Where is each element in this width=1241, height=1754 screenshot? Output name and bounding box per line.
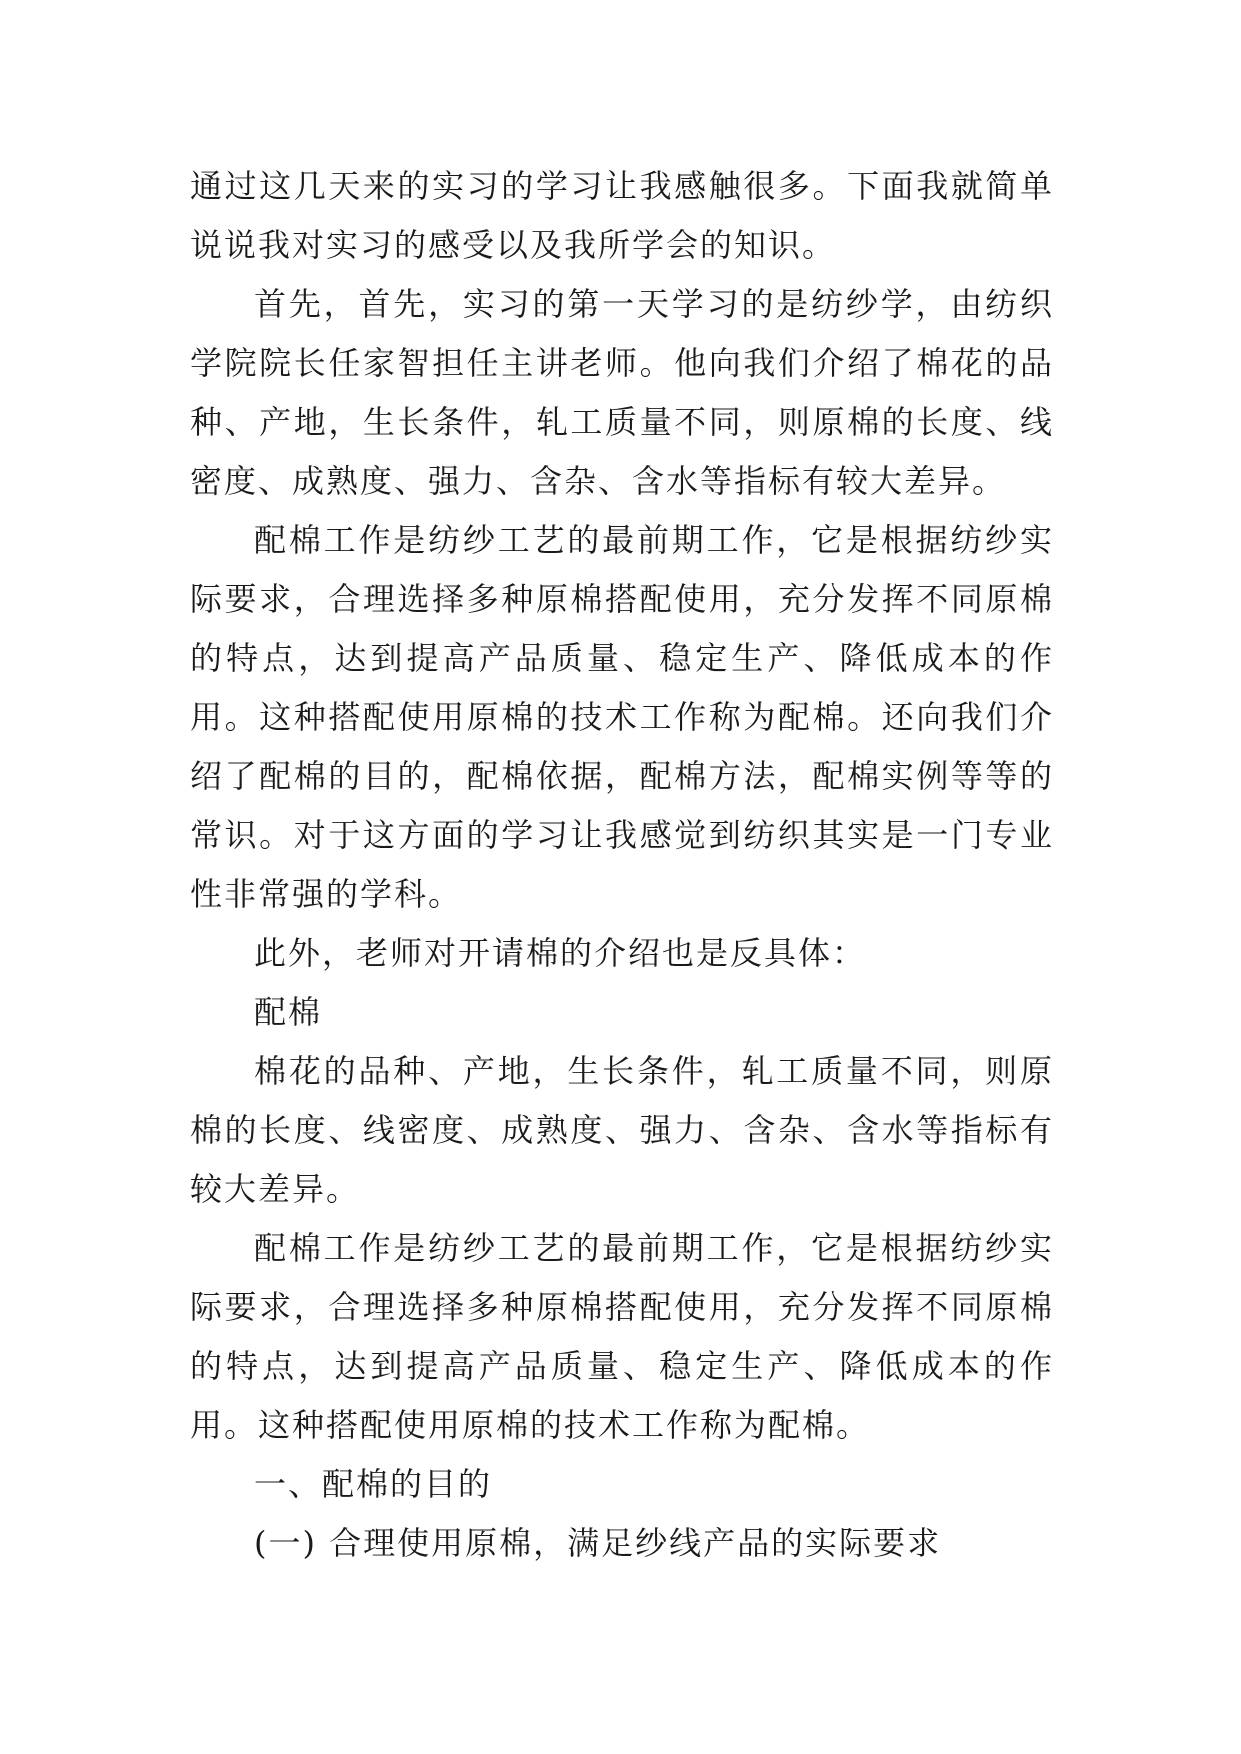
paragraph-first-day: 首先，首先，实习的第一天学习的是纺纱学，由纺织学院院长任家智担任主讲老师。他向我们介绍了棉花的品种、产地，生长条件，轧工质量不同，则原棉的长度、线密度、成熟度、强力、含杂、含水等指标有较大差异。 xyxy=(190,285,1054,500)
document-body xyxy=(190,157,1054,1573)
paragraph-opening-cleaning: 此外，老师对开请棉的介绍也是反具体： xyxy=(254,934,867,972)
subsection-heading-rational-use: (一) 合理使用原棉，满足纱线产品的实际要求 xyxy=(254,1524,942,1562)
paragraph-blending-definition: 配棉工作是纺纱工艺的最前期工作，它是根据纺纱实际要求，合理选择多种原棉搭配使用，充分发挥不同原棉的特点，达到提高产品质量、稳定生产、降低成本的作用。这种搭配使用原棉的技术工作称为配棉。 xyxy=(190,1229,1054,1444)
section-heading-blending: 配棉 xyxy=(254,993,323,1031)
section-heading-purpose: 一、配棉的目的 xyxy=(254,1465,493,1503)
paragraph-cotton-blending: 配棉工作是纺纱工艺的最前期工作，它是根据纺纱实际要求，合理选择多种原棉搭配使用，充分发挥不同原棉的特点，达到提高产品质量、稳定生产、降低成本的作用。这种搭配使用原棉的技术工作称为配棉。还向我们介绍了配棉的目的，配棉依据，配棉方法，配棉实例等等的常识。对于这方面的学习让我感觉到纺织其实是一门专业性非常强的学科。 xyxy=(190,521,1054,913)
paragraph-cotton-varieties: 棉花的品种、产地，生长条件，轧工质量不同，则原棉的长度、线密度、成熟度、强力、含杂、含水等指标有较大差异。 xyxy=(190,1052,1054,1208)
paragraph-intro: 通过这几天来的实习的学习让我感触很多。下面我就简单说说我对实习的感受以及我所学会的知识。 xyxy=(190,167,1054,264)
